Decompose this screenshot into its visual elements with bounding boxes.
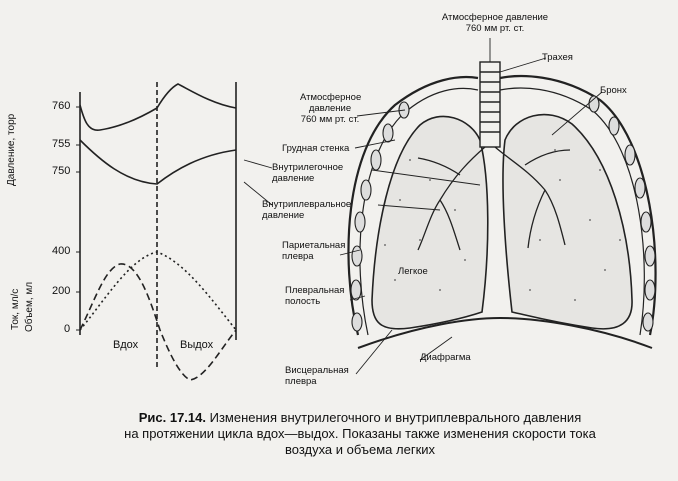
intrapulmonary-label — [272, 162, 343, 184]
pleural-cavity-line1: Плевральная — [285, 285, 345, 296]
flow-tick-200: 200 — [52, 285, 71, 297]
atm-side-line1: Атмосферное — [300, 92, 362, 103]
visceral-pleura-label — [285, 365, 349, 387]
pressure-tick-755: 755 — [52, 138, 71, 150]
caption-fig-number: Рис. 17.14. — [138, 410, 206, 425]
visceral-line1: Висцеральная — [285, 365, 349, 376]
atm-top-line1: Атмосферное давление — [441, 12, 549, 23]
intrapulmonary-line1: Внутрилегочное — [272, 162, 344, 173]
y-flow-label: Ток, мл/с — [10, 288, 21, 330]
caption-text-3: воздуха и объема легких — [284, 442, 436, 457]
left-lung — [372, 116, 488, 328]
atm-side-label — [300, 92, 360, 125]
intrapulmonary-line2: давление — [272, 173, 315, 184]
atm-top-line2: 760 мм рт. ст. — [465, 23, 525, 34]
pressure-tick-760: 760 — [52, 100, 71, 112]
trachea-label: Трахея — [542, 52, 573, 63]
trachea — [480, 62, 500, 147]
right-lung — [503, 115, 632, 329]
bronchus-label: Бронх — [600, 85, 627, 96]
intrapleural-pressure-curve — [80, 140, 236, 184]
intrapulmonary-pressure-curve — [80, 84, 236, 130]
flow-tick-0: 0 — [64, 323, 71, 335]
caption-text-1: Изменения внутрилегочного и внутриплеврального давления — [209, 410, 582, 425]
volume-curve — [80, 252, 236, 330]
diaphragm-label: Диафрагма — [420, 352, 471, 363]
visceral-line2: плевра — [285, 376, 317, 387]
caption-text-2: на протяжении цикла вдох—выдох. Показаны также изменения скорости тока — [124, 426, 596, 441]
pressure-tick-750: 750 — [52, 165, 71, 177]
y-pressure-label: Давление, торр — [6, 113, 17, 186]
parietal-line2: плевра — [282, 251, 314, 262]
y-volume-label: Объем, мл — [24, 281, 35, 332]
phase-exhale-label: Выдох — [180, 339, 214, 351]
chest-wall-label: Грудная стенка — [282, 143, 350, 154]
phase-inhale-label: Вдох — [113, 339, 139, 351]
intrapleural-line2: давление — [262, 210, 305, 221]
pleural-cavity-line2: полость — [285, 296, 321, 307]
flow-curve — [80, 264, 236, 380]
parietal-line1: Париетальная — [282, 240, 346, 251]
atm-side-line2: давление — [308, 103, 352, 114]
parietal-pleura-label — [282, 240, 345, 262]
figure-caption — [70, 410, 650, 458]
atm-side-line3: 760 мм рт. ст. — [300, 114, 360, 125]
intrapleural-label — [262, 199, 351, 221]
lung-label: Легкое — [398, 266, 428, 277]
atm-top-label — [430, 12, 560, 34]
intrapleural-line1: Внутриплевральное — [262, 199, 352, 210]
pleural-cavity-label — [285, 285, 344, 307]
caption-line-1 — [70, 410, 650, 426]
chart-lines — [80, 82, 236, 380]
flow-tick-400: 400 — [52, 245, 71, 257]
